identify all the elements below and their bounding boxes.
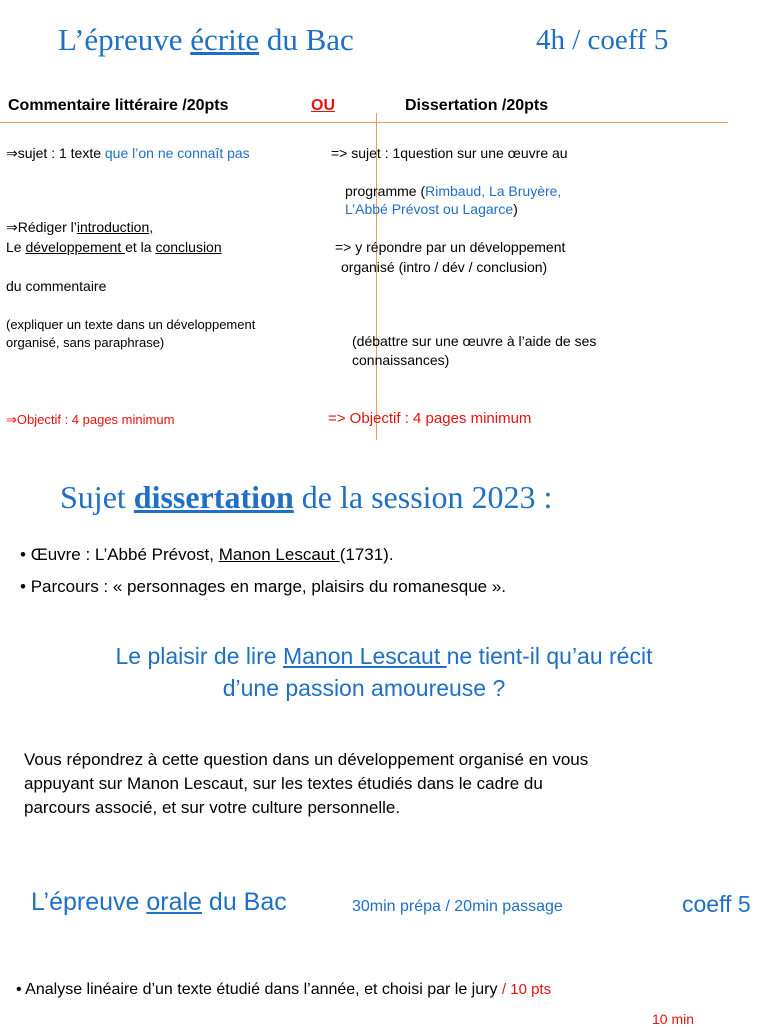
left-subject-highlight: que l’on ne connaît pas xyxy=(104,145,250,161)
left-write-line xyxy=(6,219,153,236)
oral-title-underlined: orale xyxy=(146,888,202,916)
title-duration-coeff: 4h / coeff 5 xyxy=(536,24,669,56)
right-column-title: Dissertation /20pts xyxy=(405,97,549,114)
oral-title-pre: L’épreuve xyxy=(31,888,147,916)
instructions-line-2: appuyant sur Manon Lescaut, sur les textes étudiés dans le cadre du xyxy=(24,774,543,793)
right-program-close: ) xyxy=(513,201,518,217)
session-title-pre: Sujet xyxy=(60,479,134,515)
left-column-title: Commentaire littéraire /20pts xyxy=(8,97,229,114)
right-program-authors-1: Rimbaud, La Bruyère, xyxy=(425,183,562,199)
course-text: Parcours : « personnages en marge, plaisirs du romanesque ». xyxy=(30,577,507,596)
oral-coeff: coeff 5 xyxy=(682,891,751,917)
right-answer-line-2: organisé (intro / dév / conclusion) xyxy=(341,259,548,275)
left-structure-line xyxy=(6,239,222,255)
oral-analysis-points: / 10 pts xyxy=(501,981,552,998)
bullet-dot: • xyxy=(16,981,22,998)
right-answer-line-1: => y répondre par un développement xyxy=(335,239,566,255)
left-objective: ⇒Objectif : 4 pages minimum xyxy=(6,412,175,427)
session-title-bold: dissertation xyxy=(133,479,294,515)
left-write-introduction: introduction, xyxy=(76,219,154,235)
oral-timing: 30min prépa / 20min passage xyxy=(352,898,563,915)
left-structure-development: développement xyxy=(25,239,126,255)
question-pre: Le plaisir de lire xyxy=(115,643,283,669)
title-underlined: écrite xyxy=(190,22,260,57)
right-objective: => Objectif : 4 pages minimum xyxy=(328,410,532,427)
column-divider xyxy=(376,113,377,440)
right-program-line-1 xyxy=(345,183,561,199)
question-post: ne tient-il qu’au récit xyxy=(446,643,653,669)
right-debate-line-2: connaissances) xyxy=(352,352,450,368)
work-title: Manon Lescaut xyxy=(218,545,340,564)
header-divider xyxy=(0,122,728,123)
right-program-text: programme ( xyxy=(345,183,426,199)
left-explain-line-1: (expliquer un texte dans un développement xyxy=(6,317,256,332)
question-line-2: d’une passion amoureuse ? xyxy=(222,675,506,701)
title-pre: L’épreuve xyxy=(58,22,191,57)
left-explain-line-2: organisé, sans paraphrase) xyxy=(6,335,165,350)
left-write-text: ⇒Rédiger l’ xyxy=(6,219,77,235)
work-text: Œuvre : L’Abbé Prévost, xyxy=(30,545,219,564)
oral-title xyxy=(31,888,287,917)
bullet-dot: • xyxy=(20,577,26,596)
session-title-post: de la session 2023 : xyxy=(293,479,553,515)
oral-analysis-text: Analyse linéaire d’un texte étudié dans l’année, et choisi par le jury xyxy=(25,981,502,998)
left-commentary-line: du commentaire xyxy=(6,278,107,294)
left-subject-line xyxy=(6,145,250,162)
left-structure-conclusion: conclusion xyxy=(155,239,222,255)
session-title xyxy=(60,479,552,516)
instructions-line-3: parcours associé, et sur votre culture personnelle. xyxy=(24,798,401,817)
session-bullet-work xyxy=(20,545,394,565)
left-structure-and: et la xyxy=(125,239,156,255)
instructions-line-1: Vous répondrez à cette question dans un développement organisé en vous xyxy=(24,750,589,769)
oral-title-post: du Bac xyxy=(201,888,287,916)
work-year: (1731). xyxy=(339,545,394,564)
left-structure-text: Le xyxy=(6,239,26,255)
session-bullet-course xyxy=(20,577,506,597)
title-post: du Bac xyxy=(259,22,354,57)
right-program-authors-2: L’Abbé Prévost ou Lagarce xyxy=(345,201,514,217)
bullet-dot: • xyxy=(20,545,26,564)
right-subject-line: => sujet : 1question sur une œuvre au xyxy=(331,145,568,161)
question-line-1 xyxy=(0,643,768,670)
or-label: OU xyxy=(311,97,335,114)
oral-bullet-analysis xyxy=(16,981,551,999)
question-work-title: Manon Lescaut xyxy=(282,643,447,669)
page-title xyxy=(58,22,354,58)
right-program-line-2 xyxy=(345,201,518,217)
left-subject-text: ⇒sujet : 1 texte xyxy=(6,145,105,161)
right-debate-line-1: (débattre sur une œuvre à l’aide de ses xyxy=(352,333,597,349)
oral-duration-cut: 10 min xyxy=(652,1011,695,1027)
